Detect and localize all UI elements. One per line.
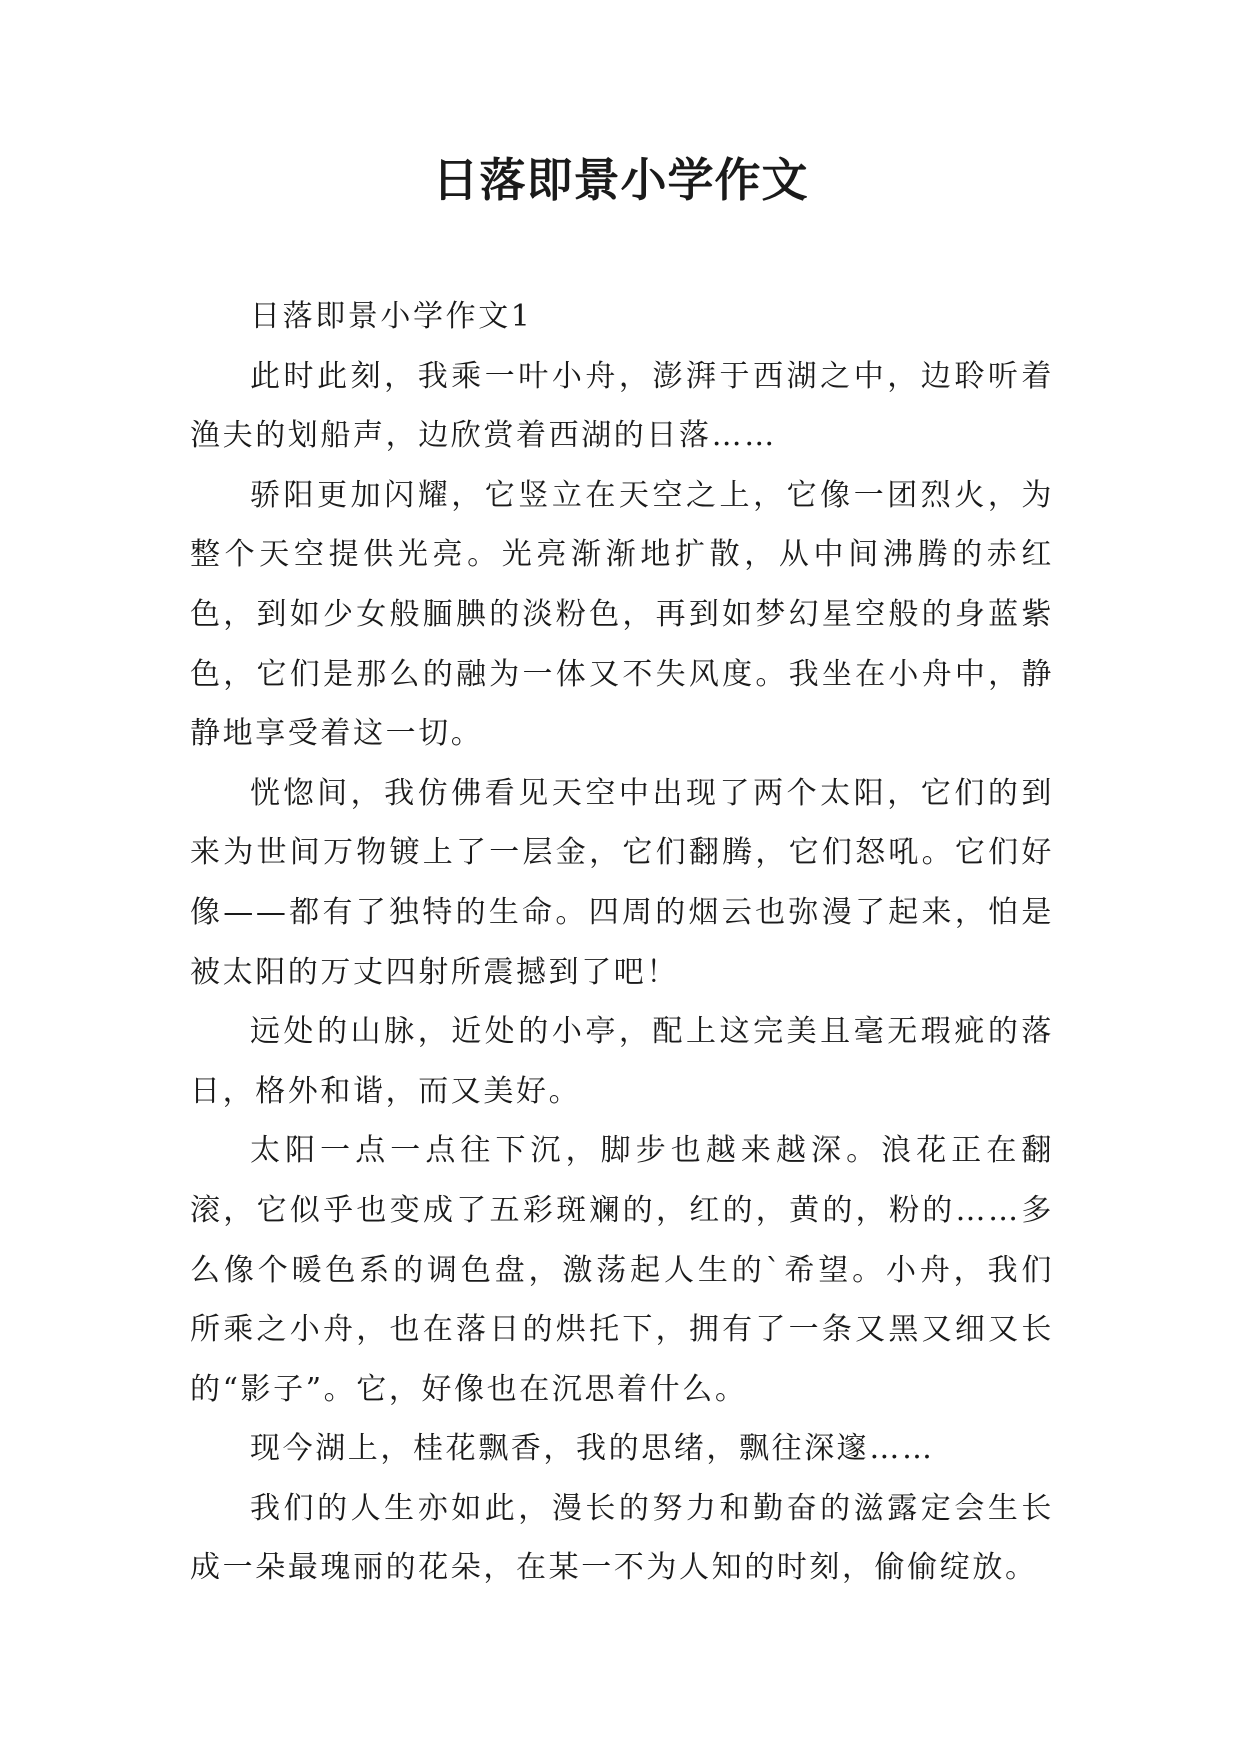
paragraph: 现今湖上，桂花飘香，我的思绪，飘往深邃…… <box>250 1431 935 1467</box>
paragraph-subtitle: 日落即景小学作文1 <box>250 299 533 334</box>
paragraph: 太阳一点一点往下沉，脚步也越来越深。浪花正在翻滚，它似乎也变成了五彩斑斓的，红的，黄的，粉的……多么像个暖色系的调色盘，激荡起人生的`希望。小舟，我们所乘之小舟，也在落日的烘托下，拥有了一条又黑又细又长的“影子”。它，好像也在沉思着什么。 <box>190 1133 1054 1407</box>
paragraph: 远处的山脉，近处的小亭，配上这完美且毫无瑕疵的落日，格外和谐，而又美好。 <box>190 1014 1054 1109</box>
document-body <box>190 287 1054 1598</box>
paragraph: 骄阳更加闪耀，它竖立在天空之上，它像一团烈火，为整个天空提供光亮。光亮渐渐地扩散，从中间沸腾的赤红色，到如少女般腼腆的淡粉色，再到如梦幻星空般的身蓝紫色，它们是那么的融为一体又不失风度。我坐在小舟中，静静地享受着这一切。 <box>190 477 1054 752</box>
paragraph: 此时此刻，我乘一叶小舟，澎湃于西湖之中，边聆听着渔夫的划船声，边欣赏着西湖的日落…… <box>190 358 1054 454</box>
paragraph: 我们的人生亦如此，漫长的努力和勤奋的滋露定会生长成一朵最瑰丽的花朵，在某一不为人知的时刻，偷偷绽放。 <box>190 1490 1054 1586</box>
paragraph: 恍惚间，我仿佛看见天空中出现了两个太阳，它们的到来为世间万物镀上了一层金，它们翻腾，它们怒吼。它们好像——都有了独特的生命。四周的烟云也弥漫了起来，怕是被太阳的万丈四射所震撼到了吧！ <box>190 775 1054 990</box>
document-title: 日落即景小学作文 <box>432 153 809 207</box>
